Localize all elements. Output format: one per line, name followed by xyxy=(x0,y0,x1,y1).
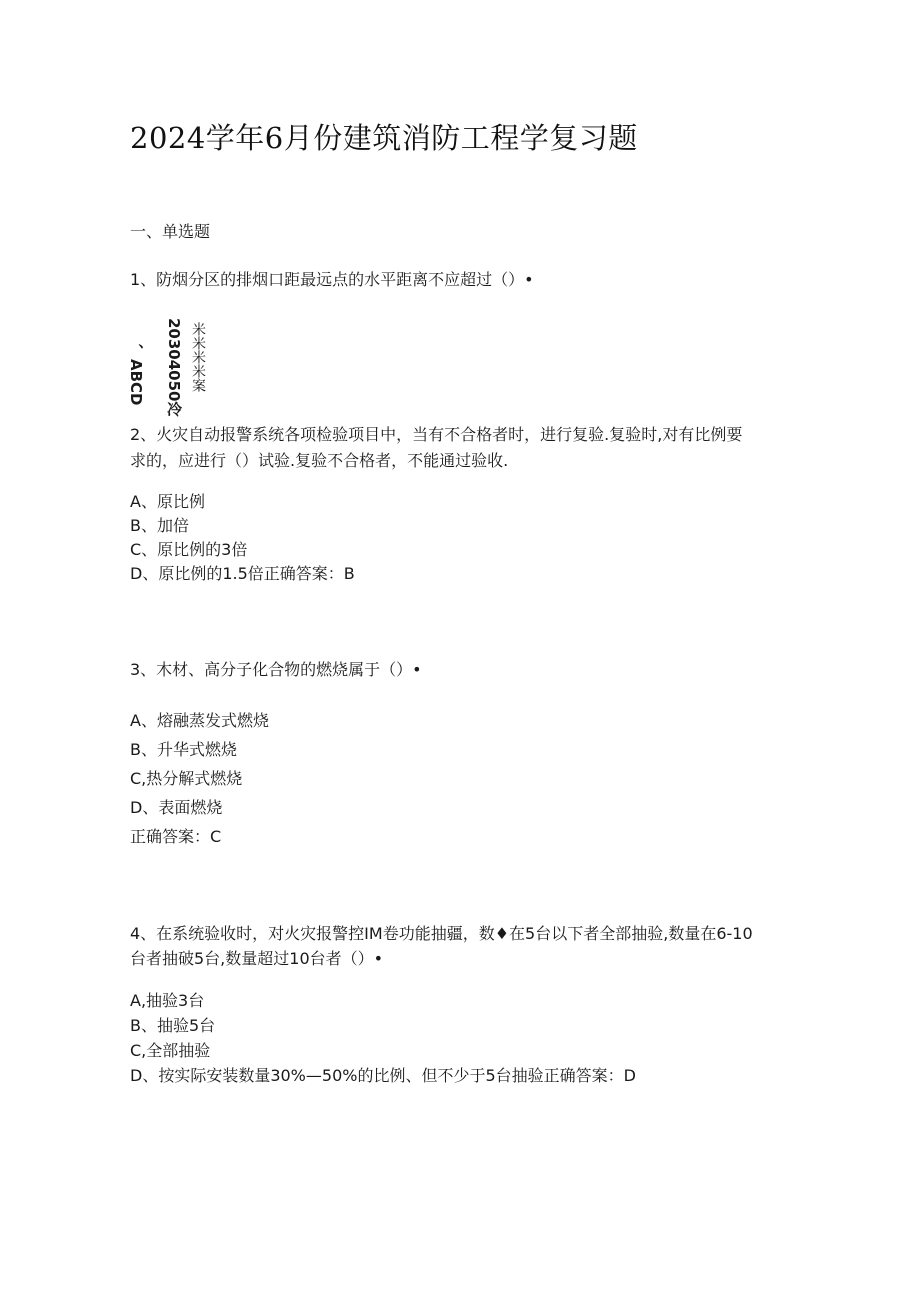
question-2-line-2: 求的，应进行（）试验.复验不合格者，不能通过验收. xyxy=(130,451,509,470)
question-3-text: 3、木材、高分子化合物的燃烧属于（）• xyxy=(130,660,422,679)
question-3-option-c: C,热分解式燃烧 xyxy=(130,769,243,788)
question-4-option-c: C,全部抽验 xyxy=(130,1041,211,1060)
question-3-option-d: D、表面燃烧 xyxy=(130,798,223,817)
question-2-option-d: D、原比例的1.5倍正确答案：B xyxy=(130,564,355,583)
question-4-option-d: D、按实际安装数量30%—50%的比例、但不少于5台抽验正确答案：D xyxy=(130,1066,636,1085)
section-heading: 一、单选题 xyxy=(130,222,211,241)
question-1-text: 1、防烟分区的排烟口距最远点的水平距离不应超过（）• xyxy=(130,270,534,289)
question-1-option-units: 米米米米案 xyxy=(190,322,206,392)
question-1-option-values: 20304050冷 xyxy=(165,318,183,417)
question-4-option-b: B、抽验5台 xyxy=(130,1016,216,1035)
question-2-line-1: 2、火灾自动报警系统各项检验项目中，当有不合格者时，进行复验.复验时,对有比例要 xyxy=(130,425,743,444)
question-3-answer: 正确答案：C xyxy=(130,827,222,846)
question-1-option-letters: 、ABCD xyxy=(127,344,145,406)
question-4-line-2: 台者抽破5台,数量超过10台者（）• xyxy=(130,949,384,968)
question-2-option-c: C、原比例的3倍 xyxy=(130,540,248,559)
question-3-option-a: A、熔融蒸发式燃烧 xyxy=(130,711,269,730)
question-2-option-a: A、原比例 xyxy=(130,492,205,511)
document-title: 2024学年6月份建筑消防工程学复习题 xyxy=(130,121,638,155)
question-3-option-b: B、升华式燃烧 xyxy=(130,740,237,759)
question-4-line-1: 4、在系统验收时，对火灾报警控IM卷功能抽疆，数♦在5台以下者全部抽验,数量在6-10 xyxy=(130,924,753,943)
question-4-option-a: A,抽验3台 xyxy=(130,991,205,1010)
question-2-option-b: B、加倍 xyxy=(130,516,189,535)
